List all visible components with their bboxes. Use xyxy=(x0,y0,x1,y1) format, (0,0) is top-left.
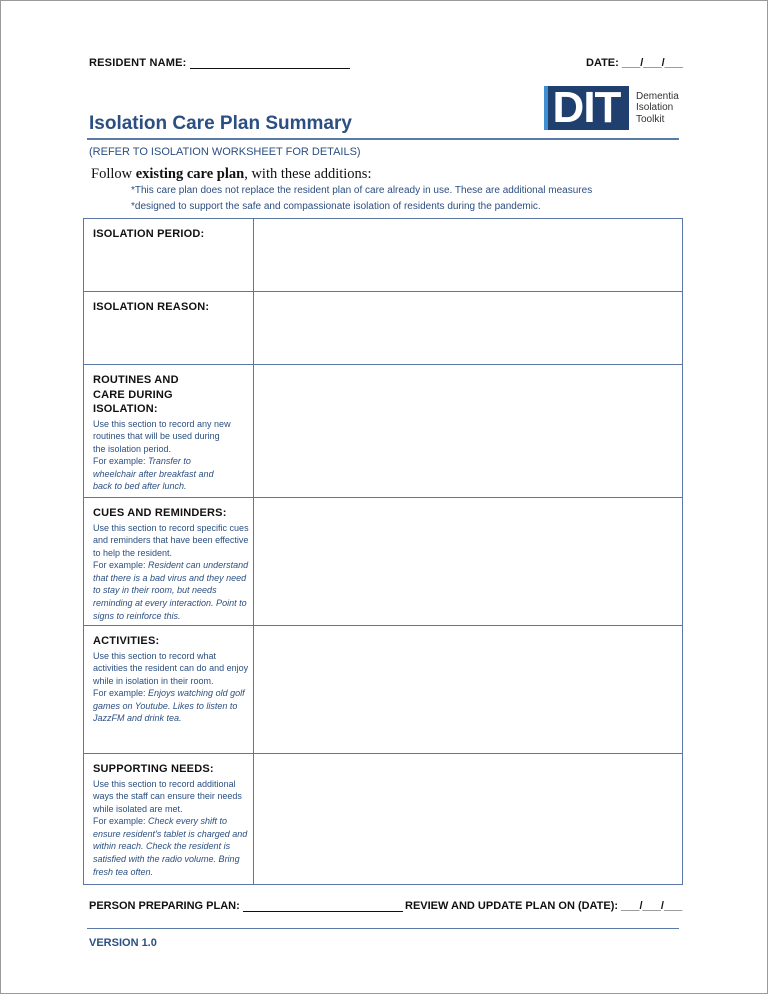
cues-label: CUES AND REMINDERS: xyxy=(93,507,227,519)
table-row xyxy=(84,219,682,291)
table-row xyxy=(84,497,682,625)
routines-entry[interactable] xyxy=(254,365,682,497)
isolation-period-label: ISOLATION PERIOD: xyxy=(93,228,205,240)
row-label-cell xyxy=(84,754,254,884)
cues-desc-text: Use this section to record specific cues and reminders that have been effective to help the resident. xyxy=(93,522,249,558)
routines-desc-text: Use this section to record any new routines that will be used during the isolation period. xyxy=(93,418,231,454)
resident-name-label: RESIDENT NAME: xyxy=(89,57,187,69)
isolation-reason-label: ISOLATION REASON: xyxy=(93,301,210,313)
row-label-cell xyxy=(84,626,254,753)
resident-name-field[interactable] xyxy=(89,57,350,69)
routines-description xyxy=(93,418,233,494)
isolation-period-entry[interactable] xyxy=(254,219,682,291)
table-row xyxy=(84,291,682,364)
page-title: Isolation Care Plan Summary xyxy=(89,113,352,134)
activities-desc-text: Use this section to record what activities the resident can do and enjoy while in isolation in their room. xyxy=(93,650,249,686)
instruction-suffix: , with these additions: xyxy=(244,166,372,182)
row-label-cell xyxy=(84,365,254,497)
supporting-example: Check every shift to ensure resident's tablet is charged and within reach. Check the resident is satisfied with the radio volume. Bring fresh tea often. xyxy=(93,816,248,877)
supporting-example-prefix: For example: xyxy=(93,816,149,827)
activities-example: Enjoys watching old golf games on Youtube. Likes to listen to JazzFM and drink tea. xyxy=(93,688,245,724)
version-label: VERSION 1.0 xyxy=(89,937,157,949)
cues-entry[interactable] xyxy=(254,498,682,625)
person-preparing-field[interactable] xyxy=(89,900,403,912)
care-plan-table xyxy=(83,218,683,885)
logo-line-2: Isolation xyxy=(636,102,674,114)
cues-example-prefix: For example: xyxy=(93,560,149,571)
cues-description xyxy=(93,522,249,623)
table-row xyxy=(84,625,682,753)
footer-divider xyxy=(87,928,679,929)
instruction-heading xyxy=(91,166,371,183)
person-preparing-label: PERSON PREPARING PLAN: xyxy=(89,900,240,912)
supporting-desc-text: Use this section to record additional ways the staff can ensure their needs while isolated are met. xyxy=(93,778,242,814)
title-divider xyxy=(87,138,679,140)
resident-name-line[interactable] xyxy=(190,57,350,69)
logo-mark: DIT xyxy=(544,86,629,130)
supporting-needs-description xyxy=(93,778,249,879)
logo-words xyxy=(636,91,679,126)
table-row xyxy=(84,364,682,497)
page-subtitle: (REFER TO ISOLATION WORKSHEET FOR DETAILS) xyxy=(89,146,361,158)
activities-label: ACTIVITIES: xyxy=(93,635,160,647)
table-row xyxy=(84,753,682,884)
person-preparing-line[interactable] xyxy=(243,900,403,912)
activities-example-prefix: For example: xyxy=(93,688,149,699)
note-2: *designed to support the safe and compassionate isolation of residents during the pandemic. xyxy=(131,201,541,212)
date-field[interactable]: DATE: ___/___/___ xyxy=(586,57,684,69)
row-label-cell xyxy=(84,219,254,291)
routines-example: Transfer to wheelchair after breakfast and back to bed after lunch. xyxy=(93,456,214,492)
logo-line-3: Toolkit xyxy=(636,113,665,125)
supporting-needs-entry[interactable] xyxy=(254,754,682,884)
logo-line-1: Dementia xyxy=(636,90,679,102)
review-date-field[interactable]: REVIEW AND UPDATE PLAN ON (DATE): ___/___/___ xyxy=(405,900,683,912)
activities-description xyxy=(93,650,249,726)
supporting-needs-label: SUPPORTING NEEDS: xyxy=(93,763,214,775)
activities-entry[interactable] xyxy=(254,626,682,753)
isolation-reason-entry[interactable] xyxy=(254,292,682,364)
instruction-bold: existing care plan xyxy=(135,166,245,182)
cues-example: Resident can understand that there is a bad virus and they need to stay in their room, but needs reminding at every interaction. Point to signs to reinforce this. xyxy=(93,560,249,621)
instruction-prefix: Follow xyxy=(91,166,136,182)
routines-label: ROUTINES AND CARE DURING ISOLATION: xyxy=(93,374,179,415)
row-label-cell xyxy=(84,498,254,625)
note-1: *This care plan does not replace the resident plan of care already in use. These are additional measures xyxy=(131,185,593,196)
routines-example-prefix: For example: xyxy=(93,456,149,467)
dit-logo xyxy=(544,86,679,130)
row-label-cell xyxy=(84,292,254,364)
